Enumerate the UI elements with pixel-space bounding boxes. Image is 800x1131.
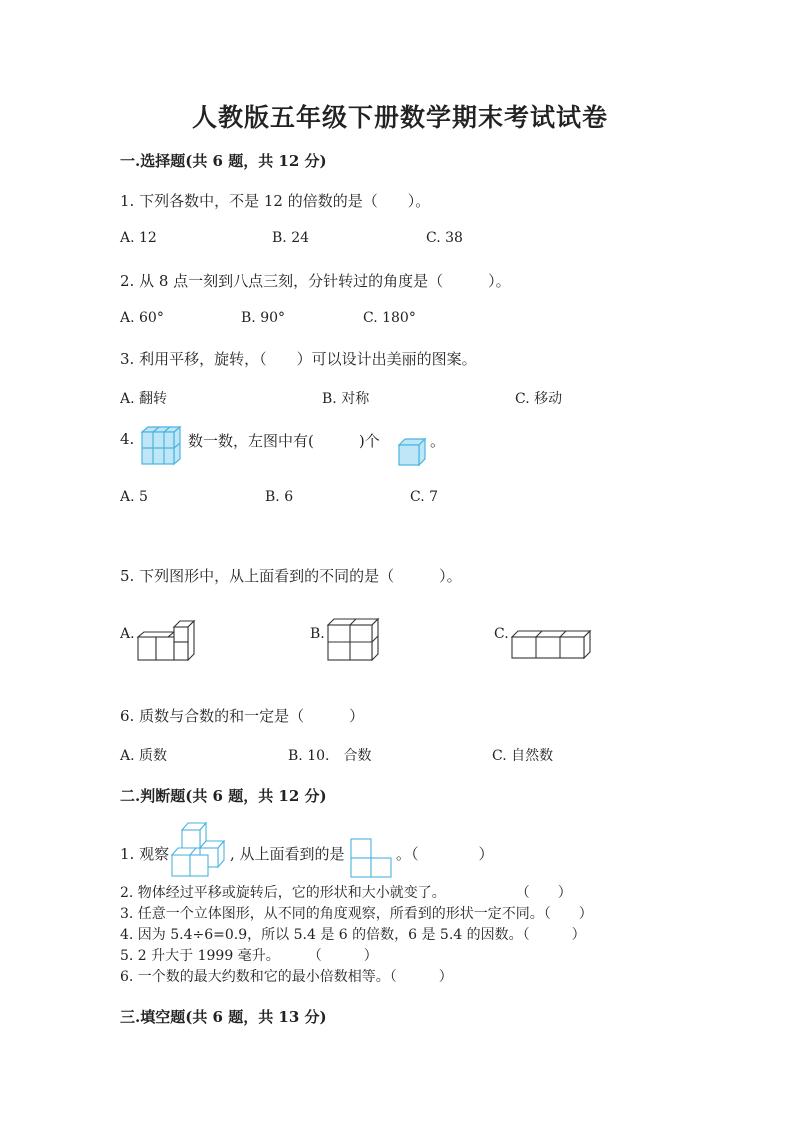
option-a-figure (136, 620, 198, 662)
question-1-6: 6. 质数与合数的和一定是（ ） (120, 707, 365, 725)
question-1-5: 5. 下列图形中，从上面看到的不同的是（ ）。 (120, 567, 462, 585)
judge-5: 5. 2 升大于 1999 毫升。 （ ） (120, 948, 378, 964)
option-1-6-b: B. 10. 合数 (288, 748, 372, 764)
question-1-4-number: 4. (120, 430, 135, 448)
single-cube-figure (398, 438, 428, 466)
judge-4: 4. 因为 5.4÷6=0.9，所以 5.4 是 6 的倍数，6 是 5.4 的因数。（ ） (120, 927, 586, 943)
option-1-1-b: B. 24 (272, 230, 310, 246)
question-1-1: 1. 下列各数中，不是 12 的倍数的是（ ）。 (120, 192, 431, 210)
option-1-3-c: C. 移动 (515, 391, 563, 407)
option-1-2-a: A. 60° (120, 310, 164, 326)
option-1-5-b: B. (310, 626, 325, 642)
judge-1-suffix: 。（ ） (396, 845, 494, 863)
option-c-figure (510, 630, 592, 660)
judge-6: 6. 一个数的最大约数和它的最小倍数相等。（ ） (120, 969, 453, 985)
question-1-2: 2. 从 8 点一刻到八点三刻，分针转过的角度是（ ）。 (120, 272, 511, 290)
question-1-4: 数一数，左图中有( )个 (188, 432, 380, 450)
section-heading-fill: 三.填空题(共 6 题，共 13 分) (120, 1008, 327, 1026)
option-b-figure (326, 618, 382, 662)
option-1-1-a: A. 12 (120, 230, 157, 246)
option-1-4-c: C. 7 (410, 489, 439, 505)
option-1-4-b: B. 6 (265, 489, 294, 505)
option-1-2-c: C. 180° (363, 310, 416, 326)
option-1-3-b: B. 对称 (322, 391, 370, 407)
judge-1-prefix: 1. 观察 (120, 845, 170, 863)
option-1-5-c: C. (494, 626, 509, 642)
judge-3: 3. 任意一个立体图形，从不同的角度观察，所看到的形状一定不同。（ ） (120, 906, 593, 922)
cube-group-figure (170, 822, 230, 878)
top-view-figure (350, 838, 394, 878)
page-title: 人教版五年级下册数学期末考试试卷 (191, 103, 608, 132)
option-1-6-c: C. 自然数 (492, 748, 554, 764)
cube-stack-figure (138, 425, 188, 467)
section-heading-choice: 一.选择题(共 6 题，共 12 分) (120, 152, 327, 170)
option-1-3-a: A. 翻转 (120, 391, 168, 407)
option-1-2-b: B. 90° (241, 310, 286, 326)
option-1-1-c: C. 38 (426, 230, 463, 246)
question-1-3: 3. 利用平移，旋转，（ ）可以设计出美丽的图案。 (120, 350, 477, 368)
option-1-5-a: A. (120, 626, 135, 642)
option-1-4-a: A. 5 (120, 489, 148, 505)
option-1-6-a: A. 质数 (120, 748, 168, 764)
judge-1-mid: , 从上面看到的是 (230, 845, 345, 863)
judge-2: 2. 物体经过平移或旋转后，它的形状和大小就变了。 （ ） (120, 885, 572, 901)
section-heading-judge: 二.判断题(共 6 题，共 12 分) (120, 787, 327, 805)
question-1-4-end: 。 (430, 432, 446, 450)
